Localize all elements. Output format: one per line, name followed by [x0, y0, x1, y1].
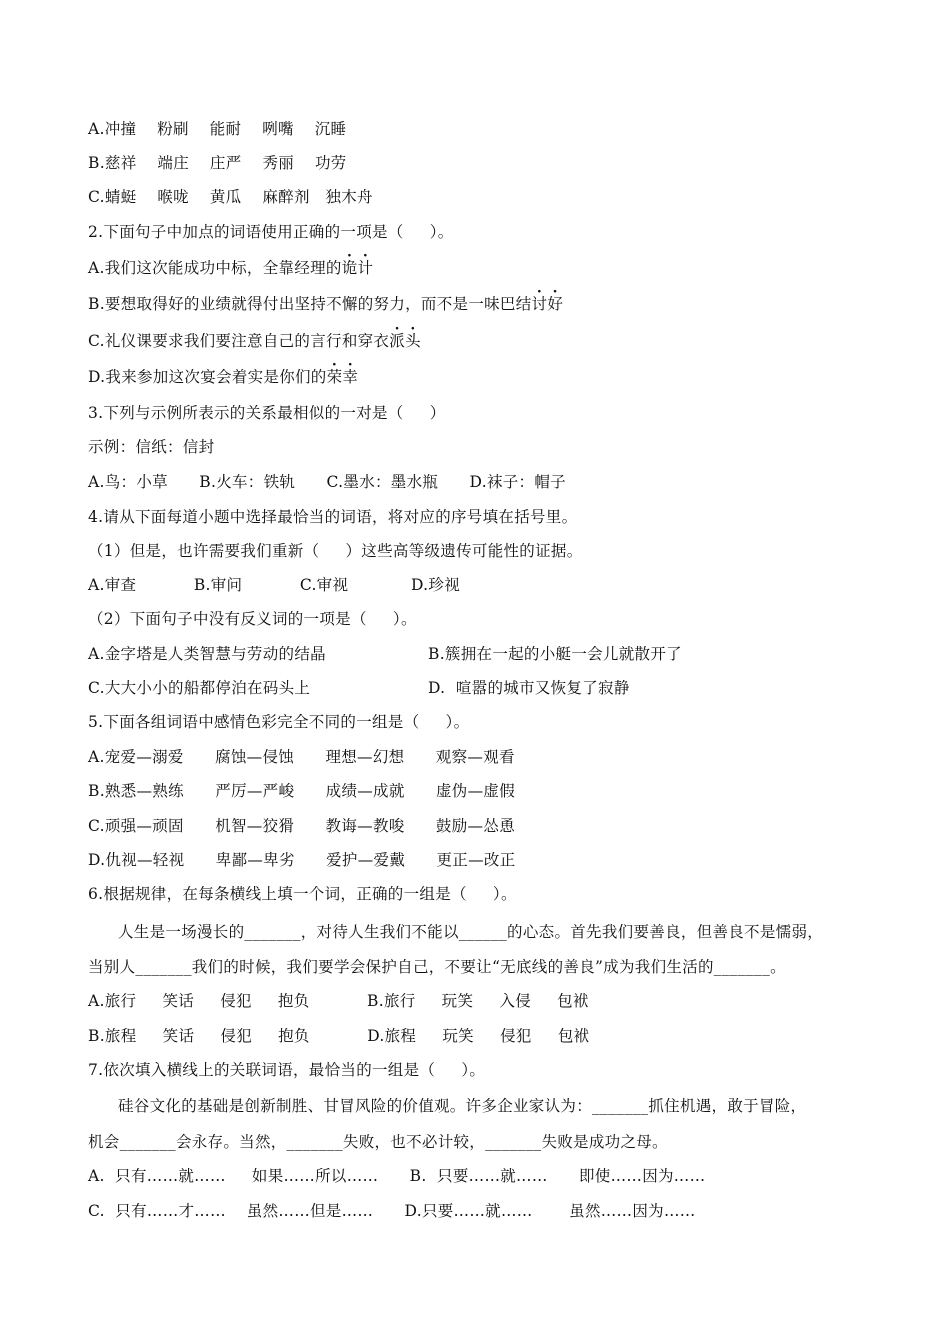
- q2-option-b: [88, 294, 563, 314]
- q2-a-dotted-char: 计: [357, 259, 374, 277]
- q2-d-text: D.我来参加这次宴会着实是你们的: [88, 368, 327, 386]
- q7-passage-line1: 硅谷文化的基础是创新制胜、甘冒风险的价值观。许多企业家认为：_______抓住机遇，敢于冒险，: [118, 1097, 807, 1115]
- q2-b-dotted-char: 讨: [531, 295, 548, 313]
- q5-option-d: D.仇视—轻视 卑鄙—卑劣 爱护—爱戴 更正—改正: [88, 851, 516, 869]
- q3-options: A.鸟：小草 B.火车：铁轨 C.墨水：墨水瓶 D.袜子：帽子: [88, 473, 566, 491]
- q1-option-b: B.慈祥 端庄 庄严 秀丽 功劳: [88, 154, 347, 172]
- q4-stem: 4.请从下面每道小题中选择最恰当的词语，将对应的序号填在括号里。: [88, 508, 578, 526]
- q7-options-row1: A. 只有……就…… 如果……所以…… B. 只要……就…… 即使……因为……: [88, 1167, 706, 1185]
- q4-sub1: （1）但是，也许需要我们重新（ ）这些高等级遗传可能性的证据。: [88, 542, 583, 560]
- q4-sub2-option-d: D. 喧嚣的城市又恢复了寂静: [428, 679, 630, 697]
- q4-sub2-option-c: C.大大小小的船都停泊在码头上: [88, 679, 311, 697]
- q7-options-row2: C. 只有……才…… 虽然……但是…… D.只要……就…… 虽然……因为……: [88, 1202, 696, 1220]
- q1-option-a: A.冲撞 粉刷 能耐 咧嘴 沉睡: [88, 120, 347, 138]
- q2-c-dotted-char: 派: [389, 332, 406, 350]
- q7-passage-line2: 机会_______会永存。当然，_______失败，也不必计较，_______失败是成功之母。: [88, 1133, 668, 1151]
- q5-option-b: B.熟悉—熟练 严厉—严峻 成绩—成就 虚伪—虚假: [88, 782, 516, 800]
- q2-b-dotted-char: 好: [547, 295, 564, 313]
- q3-example: 示例：信纸：信封: [88, 438, 215, 456]
- q7-stem: 7.依次填入横线上的关联词语，最恰当的一组是（ ）。: [88, 1061, 486, 1079]
- q3-stem: 3.下列与示例所表示的关系最相似的一对是（ ）: [88, 404, 446, 422]
- q6-passage-line2: 当别人_______我们的时候，我们要学会保护自己，不要让“无底线的善良”成为我们生活的_______。: [88, 958, 786, 976]
- q6-passage-line1: 人生是一场漫长的_______，对待人生我们不能以______的心态。首先我们要善良，但善良不是懦弱，: [118, 923, 824, 941]
- q1-option-c: C.蜻蜓 喉咙 黄瓜 麻醉剂 独木舟: [88, 188, 373, 206]
- q2-option-c: [88, 331, 421, 351]
- q4-sub2: （2）下面句子中没有反义词的一项是（ ）。: [88, 610, 417, 628]
- q2-stem: 2.下面句子中加点的词语使用正确的一项是（ ）。: [88, 223, 454, 241]
- q6-stem: 6.根据规律，在每条横线上填一个词，正确的一组是（ ）。: [88, 885, 517, 903]
- q2-c-text: C.礼仪课要求我们要注意自己的言行和穿衣: [88, 332, 390, 350]
- q5-option-a: A.宠爱—溺爱 腐蚀—侵蚀 理想—幻想 观察—观看: [88, 748, 515, 766]
- q2-option-d: [88, 367, 358, 387]
- q5-option-c: C.顽强—顽固 机智—狡猾 教诲—教唆 鼓励—怂恿: [88, 817, 515, 835]
- q2-b-text: B.要想取得好的业绩就得付出坚持不懈的努力，而不是一味巴结: [88, 295, 532, 313]
- q2-a-text: A.我们这次能成功中标，全靠经理的: [88, 259, 342, 277]
- q2-a-dotted-char: 诡: [341, 259, 358, 277]
- q4-sub2-option-b: B.簇拥在一起的小艇一会儿就散开了: [428, 645, 682, 663]
- q6-options-row2: B.旅程 笑话 侵犯 抱负 D.旅程 玩笑 侵犯 包袱: [88, 1027, 590, 1045]
- q2-c-dotted-char: 头: [405, 332, 421, 350]
- q4-sub2-option-a: A.金字塔是人类智慧与劳动的结晶: [88, 645, 326, 663]
- q4-sub1-options: A.审查 B.审问 C.审视 D.珍视: [88, 576, 460, 594]
- q2-d-dotted-char: 幸: [342, 368, 359, 386]
- q2-d-dotted-char: 荣: [326, 368, 343, 386]
- q5-stem: 5.下面各组词语中感情色彩完全不同的一组是（ ）。: [88, 713, 470, 731]
- q2-option-a: [88, 258, 373, 278]
- q6-options-row1: A.旅行 笑话 侵犯 抱负 B.旅行 玩笑 入侵 包袱: [88, 992, 589, 1010]
